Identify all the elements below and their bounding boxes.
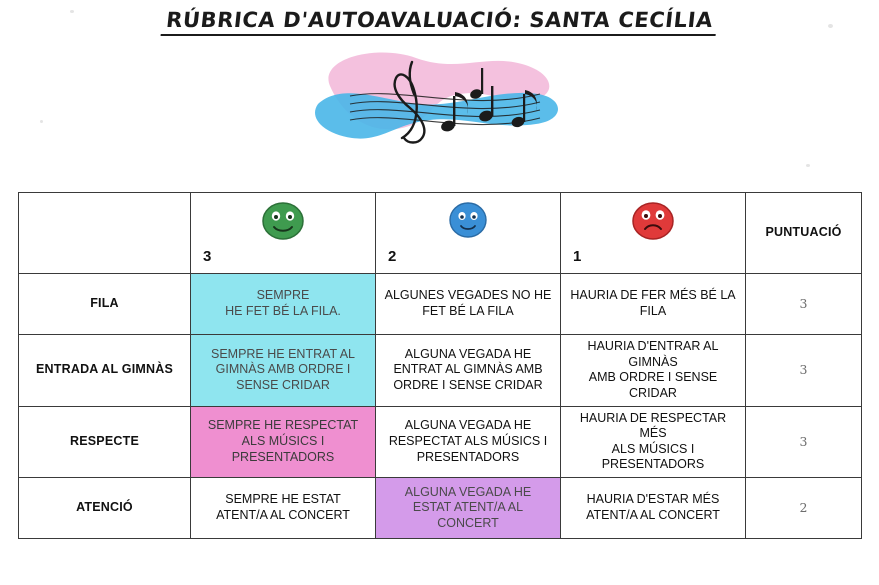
page-title: RÚBRICA D'AUTOAVALUACIÓ: SANTA CECÍLIA	[161, 8, 719, 36]
score-value: 3	[746, 335, 862, 407]
music-notes-illustration	[0, 38, 879, 156]
title-container	[0, 0, 879, 36]
descriptor-line: ATENT/A AL CONCERT	[586, 508, 720, 522]
descriptor-cell	[561, 335, 746, 407]
descriptor-line: ENTRAT AL GIMNÀS AMB	[393, 362, 543, 377]
level-number-2: 2	[388, 248, 397, 266]
header-criteria-cell	[19, 193, 191, 274]
descriptor-cell	[376, 478, 561, 539]
red-smiley-face-svg	[629, 199, 677, 243]
descriptor-line: ALS MÚSICS I	[241, 433, 325, 448]
header-level-2	[376, 193, 561, 274]
descriptor-line: SEMPRE	[256, 288, 310, 303]
criterion-label: RESPECTE	[19, 406, 191, 478]
descriptor-line: PRESENTADORS	[601, 457, 705, 472]
descriptor-cell	[376, 406, 561, 478]
header-level-1	[561, 193, 746, 274]
score-value: 3	[746, 274, 862, 335]
descriptor-cell	[561, 274, 746, 335]
descriptor-line: GIMNÀS AMB ORDRE I	[215, 362, 351, 377]
header-score-label: PUNTUACIÓ	[746, 193, 862, 274]
descriptor-line: PRESENTADORS	[231, 449, 335, 464]
descriptor-cell	[191, 335, 376, 407]
table-row	[19, 406, 862, 478]
descriptor-line: HE FET BÉ LA FILA.	[225, 304, 341, 318]
descriptor-line: FET BÉ LA FILA	[422, 304, 514, 318]
descriptor-cell	[561, 406, 746, 478]
descriptor-line: ORDRE I SENSE CRIDAR	[393, 378, 543, 393]
descriptor-line: ALGUNA VEGADA HE	[404, 484, 532, 499]
green-smiley-face-icon	[193, 199, 373, 243]
descriptor-line: CONCERT	[437, 515, 499, 530]
blue-smiley-face-svg	[446, 199, 490, 241]
descriptor-cell	[561, 478, 746, 539]
descriptor-line: ALS MÚSICS I	[611, 441, 695, 456]
descriptor-line: ALGUNA VEGADA HE	[404, 418, 532, 433]
descriptor-line: SEMPRE HE ENTRAT AL	[210, 346, 356, 361]
descriptor-line: GIMNÀS	[628, 354, 678, 369]
descriptor-line: ALGUNA VEGADA HE	[404, 346, 532, 361]
descriptor-line: RESPECTAT ALS MÚSICS I	[388, 433, 548, 448]
score-value: 3	[746, 406, 862, 478]
descriptor-line: SEMPRE HE ESTAT	[225, 492, 341, 507]
table-row	[19, 335, 862, 407]
criterion-label: FILA	[19, 274, 191, 335]
descriptor-line: HAURIA DE RESPECTAR MÉS	[579, 410, 727, 441]
descriptor-cell	[376, 335, 561, 407]
scan-speckle	[70, 10, 74, 13]
descriptor-line: SENSE CRIDAR	[236, 378, 330, 393]
table-row	[19, 274, 862, 335]
scan-speckle	[828, 24, 833, 28]
rubric-table	[18, 192, 862, 539]
music-notes-svg	[290, 38, 590, 153]
descriptor-line: ATENT/A AL CONCERT	[216, 508, 350, 522]
table-row	[19, 478, 862, 539]
descriptor-line: FILA	[639, 304, 667, 318]
level-number-3: 3	[203, 248, 212, 266]
header-level-3	[191, 193, 376, 274]
score-value: 2	[746, 478, 862, 539]
table-header-row	[19, 193, 862, 274]
criterion-label: ENTRADA AL GIMNÀS	[19, 335, 191, 407]
blue-smiley-face-icon	[378, 199, 558, 241]
level-number-1: 1	[573, 248, 582, 266]
descriptor-line: HAURIA D'ESTAR MÉS	[586, 492, 720, 507]
descriptor-cell	[191, 274, 376, 335]
descriptor-line: HAURIA D'ENTRAR AL	[587, 339, 719, 353]
descriptor-line: AMB ORDRE I SENSE CRIDAR	[588, 370, 718, 400]
scan-speckle	[806, 164, 810, 167]
descriptor-line: ALGUNES VEGADES NO HE	[384, 288, 552, 303]
descriptor-line: PRESENTADORS	[416, 449, 520, 464]
rubric-table-container	[18, 192, 861, 539]
descriptor-cell	[191, 406, 376, 478]
criterion-label: ATENCIÓ	[19, 478, 191, 539]
green-smiley-face-svg	[259, 199, 307, 243]
red-smiley-face-icon	[563, 199, 743, 243]
descriptor-cell	[376, 274, 561, 335]
descriptor-cell	[191, 478, 376, 539]
descriptor-line: HAURIA DE FER MÉS BÉ LA	[570, 288, 736, 303]
descriptor-line: ESTAT ATENT/A AL	[412, 500, 524, 515]
descriptor-line: SEMPRE HE RESPECTAT	[207, 418, 359, 433]
